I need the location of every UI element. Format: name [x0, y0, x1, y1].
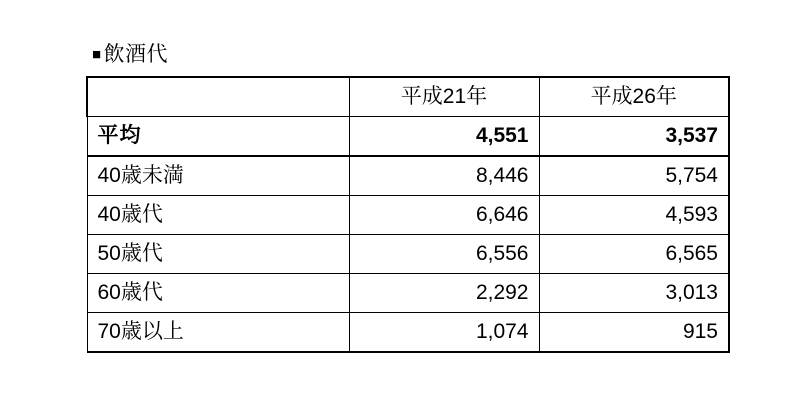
- cell-average-h21: 4,551: [349, 117, 539, 157]
- table-row: [87, 156, 729, 196]
- cell-70plus-h26: 915: [539, 313, 729, 353]
- section-heading-label: 飲酒代: [103, 43, 169, 66]
- table-row: [87, 117, 729, 157]
- cell-40s-h21: 6,646: [349, 196, 539, 235]
- table-corner-cell: [87, 77, 349, 117]
- table-header-row: [87, 77, 729, 117]
- square-bullet-icon: ■: [92, 46, 102, 63]
- column-header-h26: 平成26年: [539, 77, 729, 117]
- table-row: [87, 274, 729, 313]
- column-header-h21: 平成21年: [349, 77, 539, 117]
- row-label-average: 平均: [87, 117, 349, 157]
- row-label-40s: 40歳代: [87, 196, 349, 235]
- drinking-expenses-table-wrapper: [86, 76, 728, 353]
- table-body: [87, 117, 729, 353]
- row-label-60s: 60歳代: [87, 274, 349, 313]
- row-label-70plus: 70歳以上: [87, 313, 349, 353]
- table-row: [87, 313, 729, 353]
- row-label-50s: 50歳代: [87, 235, 349, 274]
- table-row: [87, 196, 729, 235]
- section-heading: [92, 42, 168, 68]
- cell-60s-h26: 3,013: [539, 274, 729, 313]
- cell-50s-h26: 6,565: [539, 235, 729, 274]
- row-label-under40: 40歳未満: [87, 156, 349, 196]
- table-header: [87, 77, 729, 117]
- cell-under40-h21: 8,446: [349, 156, 539, 196]
- cell-40s-h26: 4,593: [539, 196, 729, 235]
- cell-50s-h21: 6,556: [349, 235, 539, 274]
- table-row: [87, 235, 729, 274]
- cell-average-h26: 3,537: [539, 117, 729, 157]
- cell-under40-h26: 5,754: [539, 156, 729, 196]
- cell-70plus-h21: 1,074: [349, 313, 539, 353]
- drinking-expenses-table: [86, 76, 730, 353]
- cell-60s-h21: 2,292: [349, 274, 539, 313]
